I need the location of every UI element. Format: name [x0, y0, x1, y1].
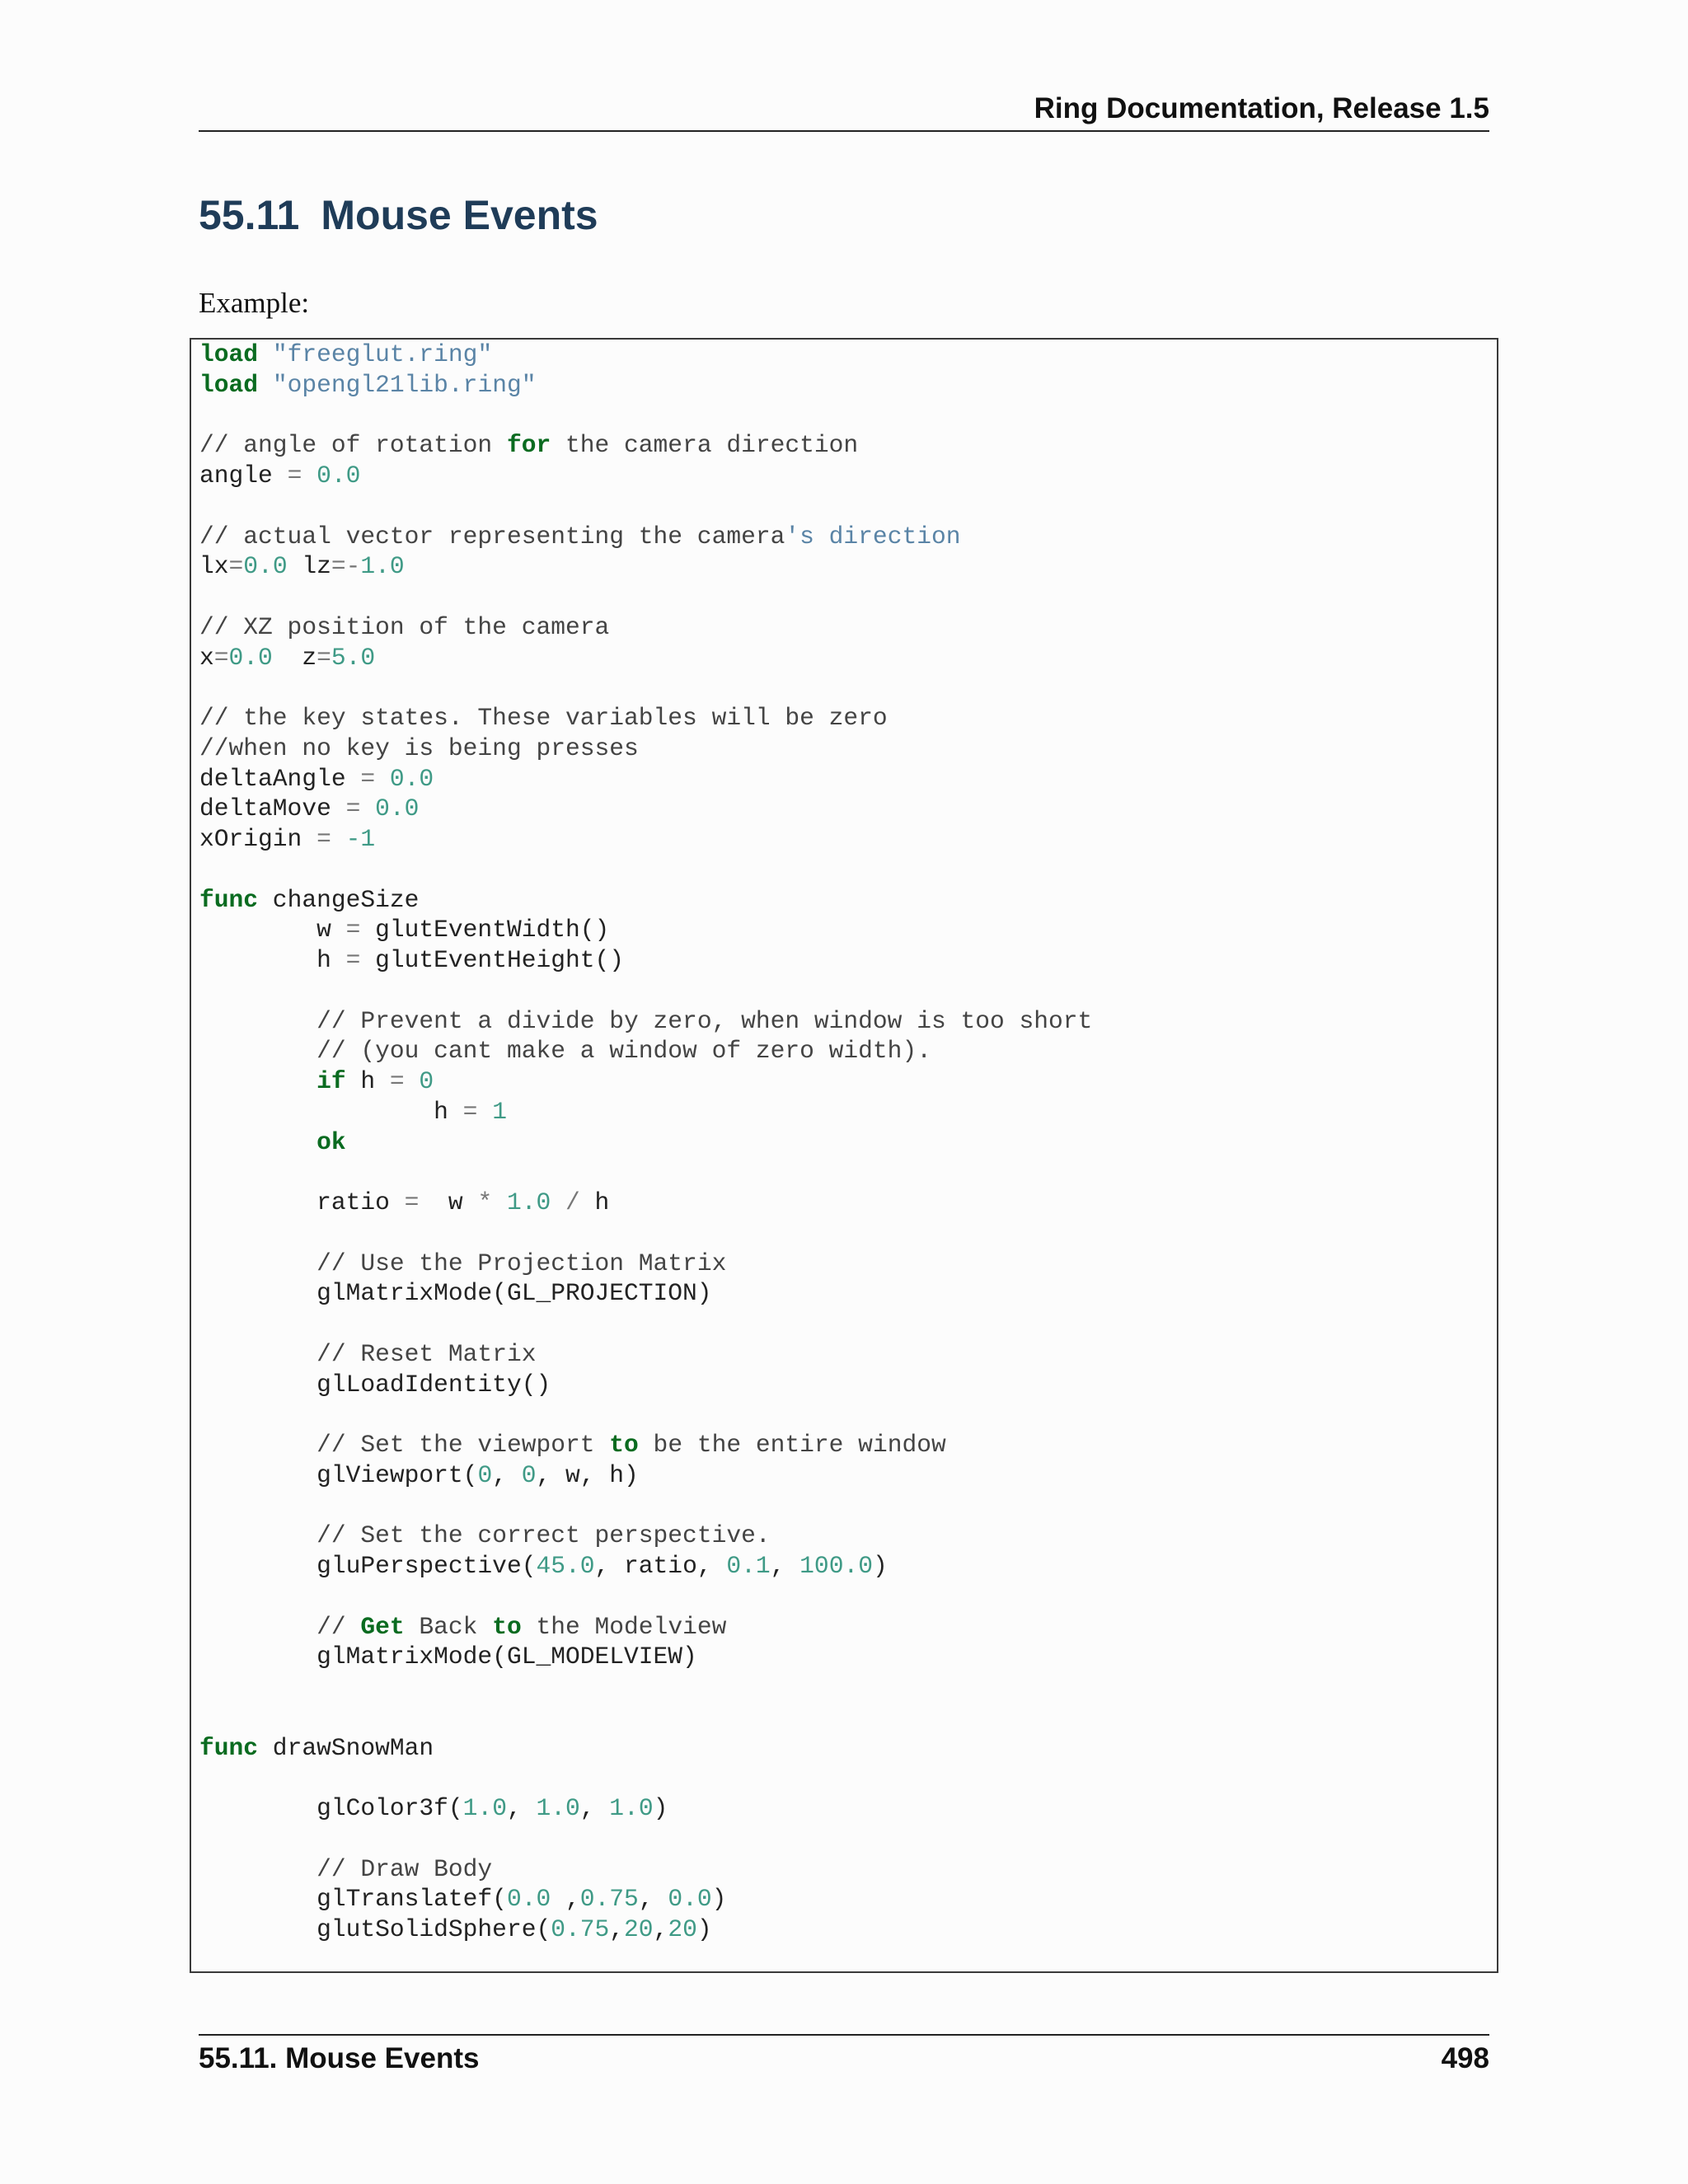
code-token	[199, 1855, 316, 1883]
code-line	[199, 1066, 1092, 1097]
code-token: ok	[316, 1127, 346, 1156]
code-token: // Set the viewport	[316, 1431, 610, 1459]
running-header: Ring Documentation, Release 1.5	[1034, 92, 1489, 124]
code-token: // Use the Projection Matrix	[316, 1249, 727, 1277]
code-token: h	[579, 1188, 610, 1216]
code-token: lx	[199, 552, 229, 581]
code-token: *	[477, 1188, 493, 1216]
code-token: "freeglut.ring"	[272, 340, 493, 368]
code-token: changeSize	[258, 885, 420, 914]
code-line	[199, 1460, 1092, 1491]
code-line	[199, 582, 1092, 612]
code-token: ,	[653, 1915, 668, 1943]
code-token: glutEventHeight()	[360, 946, 625, 974]
code-line	[199, 551, 1092, 582]
code-token: to	[609, 1431, 639, 1459]
code-token: // Set the correct perspective.	[316, 1521, 771, 1550]
code-line	[199, 855, 1092, 885]
code-token: 5.0	[331, 643, 376, 672]
code-line	[199, 612, 1092, 643]
code-token: , w, h)	[536, 1460, 639, 1489]
code-token: 45.0	[536, 1552, 595, 1580]
code-token: 1	[492, 1097, 507, 1126]
code-token: 1.0	[360, 552, 405, 581]
code-block	[190, 338, 1498, 1973]
code-token: glTranslatef(	[199, 1885, 507, 1914]
code-line	[199, 1278, 1092, 1309]
code-line	[199, 1521, 1092, 1551]
code-token: =	[462, 1097, 478, 1126]
code-token: 0.75	[579, 1885, 639, 1914]
code-line	[199, 1249, 1092, 1279]
code-line	[199, 915, 1092, 945]
code-token: drawSnowMan	[258, 1733, 434, 1762]
section-title-text: Mouse Events	[321, 192, 598, 238]
code-token: z	[272, 643, 317, 672]
code-token: =	[287, 462, 302, 490]
code-line	[199, 673, 1092, 703]
code-token: 0	[477, 1460, 493, 1489]
code-line	[199, 1642, 1092, 1672]
code-token: ,	[579, 1794, 610, 1822]
code-token: for	[506, 431, 551, 460]
code-token: angle	[199, 462, 288, 490]
code-token: 0.0	[375, 794, 420, 823]
code-token	[360, 794, 375, 823]
code-token: Back	[404, 1612, 493, 1641]
code-token: 0.0	[389, 764, 434, 793]
code-token	[302, 462, 316, 490]
code-token: // angle of rotation	[199, 431, 507, 460]
example-label: Example:	[199, 287, 310, 319]
code-token	[199, 1067, 316, 1095]
code-token	[405, 1067, 420, 1095]
code-line	[199, 1763, 1092, 1793]
code-token: 0.0	[668, 1885, 712, 1914]
section-title	[199, 191, 598, 239]
code-token: // Draw Body	[316, 1854, 493, 1883]
code-token: )	[872, 1552, 888, 1580]
code-line	[199, 1309, 1092, 1339]
code-line	[199, 794, 1092, 824]
code-token: =	[316, 825, 331, 853]
code-token	[199, 1340, 316, 1368]
code-token: gluPerspective(	[199, 1552, 537, 1580]
code-token: glColor3f(	[199, 1794, 463, 1822]
code-token: ,	[551, 1885, 580, 1914]
code-token	[199, 1128, 316, 1156]
code-token	[551, 1188, 565, 1216]
code-token: deltaMove	[199, 794, 346, 823]
code-token: =	[213, 643, 229, 672]
code-token: /	[565, 1188, 580, 1216]
code-token: // actual vector representing the camera	[199, 522, 785, 551]
code-line	[199, 401, 1092, 431]
code-token: load	[199, 370, 259, 399]
code-token: to	[492, 1612, 522, 1641]
code-line	[199, 430, 1092, 461]
code-line	[199, 1006, 1092, 1037]
code-token: 1.0	[506, 1188, 551, 1216]
code-token	[258, 340, 273, 368]
code-line	[199, 1884, 1092, 1915]
code-token: 0.75	[551, 1915, 610, 1943]
code-token: 20	[668, 1915, 697, 1943]
code-line	[199, 1582, 1092, 1612]
code-token: glMatrixMode(GL_MODELVIEW)	[199, 1643, 697, 1671]
code-line	[199, 1703, 1092, 1733]
code-line	[199, 1551, 1092, 1582]
code-token	[375, 765, 390, 793]
code-token: func	[199, 885, 259, 914]
code-token: // Prevent a divide by zero, when window is too short	[316, 1006, 1093, 1035]
code-token: ,	[770, 1552, 800, 1580]
code-token: //	[316, 1612, 361, 1641]
code-token: Get	[360, 1612, 405, 1641]
code-token: be the entire window	[638, 1431, 946, 1459]
code-token: x	[199, 643, 214, 672]
code-line	[199, 1430, 1092, 1460]
code-token: glutEventWidth()	[360, 916, 610, 944]
code-line	[199, 1672, 1092, 1703]
code-line	[199, 976, 1092, 1006]
code-token: func	[199, 1733, 259, 1762]
code-line	[199, 1036, 1092, 1066]
code-token: ratio	[199, 1188, 405, 1216]
code-token: xOrigin	[199, 825, 317, 853]
code-token	[199, 1431, 316, 1459]
code-token	[199, 1613, 316, 1641]
code-token: h	[345, 1067, 390, 1095]
code-token: the camera direction	[551, 431, 859, 460]
code-token: =-	[331, 552, 361, 581]
code-token: =	[316, 643, 331, 672]
code-line	[199, 370, 1092, 401]
code-token: 0.1	[726, 1552, 771, 1580]
code-token: deltaAngle	[199, 764, 361, 793]
code-token: -1	[345, 825, 376, 853]
code-token: =	[404, 1188, 420, 1216]
code-token: glMatrixMode(GL_PROJECTION)	[199, 1279, 712, 1308]
code-line	[199, 885, 1092, 916]
code-line	[199, 824, 1092, 855]
code-token: =	[345, 794, 361, 823]
code-token: w	[419, 1188, 478, 1216]
code-token: )	[696, 1915, 712, 1943]
code-token	[199, 1521, 316, 1549]
code-token: glViewport(	[199, 1460, 478, 1489]
code-line	[199, 522, 1092, 552]
code-line	[199, 1915, 1092, 1945]
code-token: 0.0	[228, 643, 273, 672]
code-token: 0	[521, 1460, 537, 1489]
code-token: 0.0	[506, 1885, 551, 1914]
code-token: 1.0	[462, 1794, 507, 1822]
code-token: load	[199, 340, 259, 368]
code-line	[199, 461, 1092, 491]
code-token: ,	[492, 1460, 522, 1489]
code-token: 100.0	[799, 1552, 873, 1580]
code-line	[199, 643, 1092, 673]
code-token: ,	[609, 1915, 625, 1943]
code-line	[199, 1370, 1092, 1400]
code-token: ,	[638, 1885, 668, 1914]
code-line	[199, 1097, 1092, 1127]
code-token	[199, 1037, 316, 1065]
code-token: 0	[419, 1067, 434, 1095]
code-line	[199, 1733, 1092, 1764]
code-token: // XZ position of the camera	[199, 612, 610, 641]
code-token	[199, 1007, 316, 1035]
code-token: // Reset Matrix	[316, 1339, 537, 1368]
code-lines	[199, 340, 1092, 1945]
code-line	[199, 1793, 1092, 1824]
code-line	[199, 1491, 1092, 1521]
code-token: )	[653, 1794, 668, 1822]
code-line	[199, 1127, 1092, 1158]
code-line	[199, 491, 1092, 522]
code-token: "opengl21lib.ring"	[272, 370, 537, 399]
code-token: 1.0	[536, 1794, 580, 1822]
code-line	[199, 340, 1092, 370]
code-line	[199, 1612, 1092, 1643]
code-token: the Modelview	[521, 1612, 727, 1641]
code-token: if	[316, 1067, 346, 1095]
code-token: 0.0	[243, 552, 288, 581]
code-token: lz	[287, 552, 331, 581]
code-line	[199, 1339, 1092, 1370]
code-token: 1.0	[609, 1794, 654, 1822]
code-token: ,	[506, 1794, 537, 1822]
code-token: =	[345, 946, 361, 974]
code-line	[199, 1824, 1092, 1854]
code-token: glLoadIdentity()	[199, 1370, 551, 1399]
code-token: =	[228, 552, 244, 581]
code-line	[199, 1218, 1092, 1249]
code-token: h	[199, 1097, 463, 1126]
code-token	[258, 371, 273, 399]
code-line	[199, 703, 1092, 733]
footer-divider	[199, 2034, 1489, 2036]
code-token: //when no key is being presses	[199, 733, 639, 762]
footer-section-ref: 55.11. Mouse Events	[199, 2042, 480, 2074]
code-token	[199, 1249, 316, 1277]
code-token	[492, 1188, 507, 1216]
code-line	[199, 1157, 1092, 1188]
section-number: 55.11	[199, 192, 300, 238]
code-token: w	[199, 916, 346, 944]
code-line	[199, 1854, 1092, 1885]
code-token: // the key states. These variables will be zero	[199, 704, 888, 732]
code-token: glutSolidSphere(	[199, 1915, 551, 1943]
code-token: 's direction	[785, 522, 961, 551]
code-token: // (you cant make a window of zero width).	[316, 1037, 931, 1066]
header-divider	[199, 130, 1489, 132]
code-token: , ratio,	[594, 1552, 727, 1580]
code-token	[477, 1098, 492, 1126]
code-line	[199, 1399, 1092, 1430]
code-token: 0.0	[316, 462, 361, 490]
page-number: 498	[1441, 2042, 1489, 2074]
code-token: =	[360, 764, 376, 793]
code-line	[199, 733, 1092, 764]
code-token	[331, 825, 346, 853]
code-token: h	[199, 946, 346, 974]
code-line	[199, 945, 1092, 976]
code-line	[199, 764, 1092, 794]
code-token: 20	[624, 1915, 654, 1943]
code-token: )	[711, 1885, 727, 1914]
code-token: =	[345, 916, 361, 944]
code-line	[199, 1188, 1092, 1218]
code-token: =	[389, 1067, 405, 1095]
